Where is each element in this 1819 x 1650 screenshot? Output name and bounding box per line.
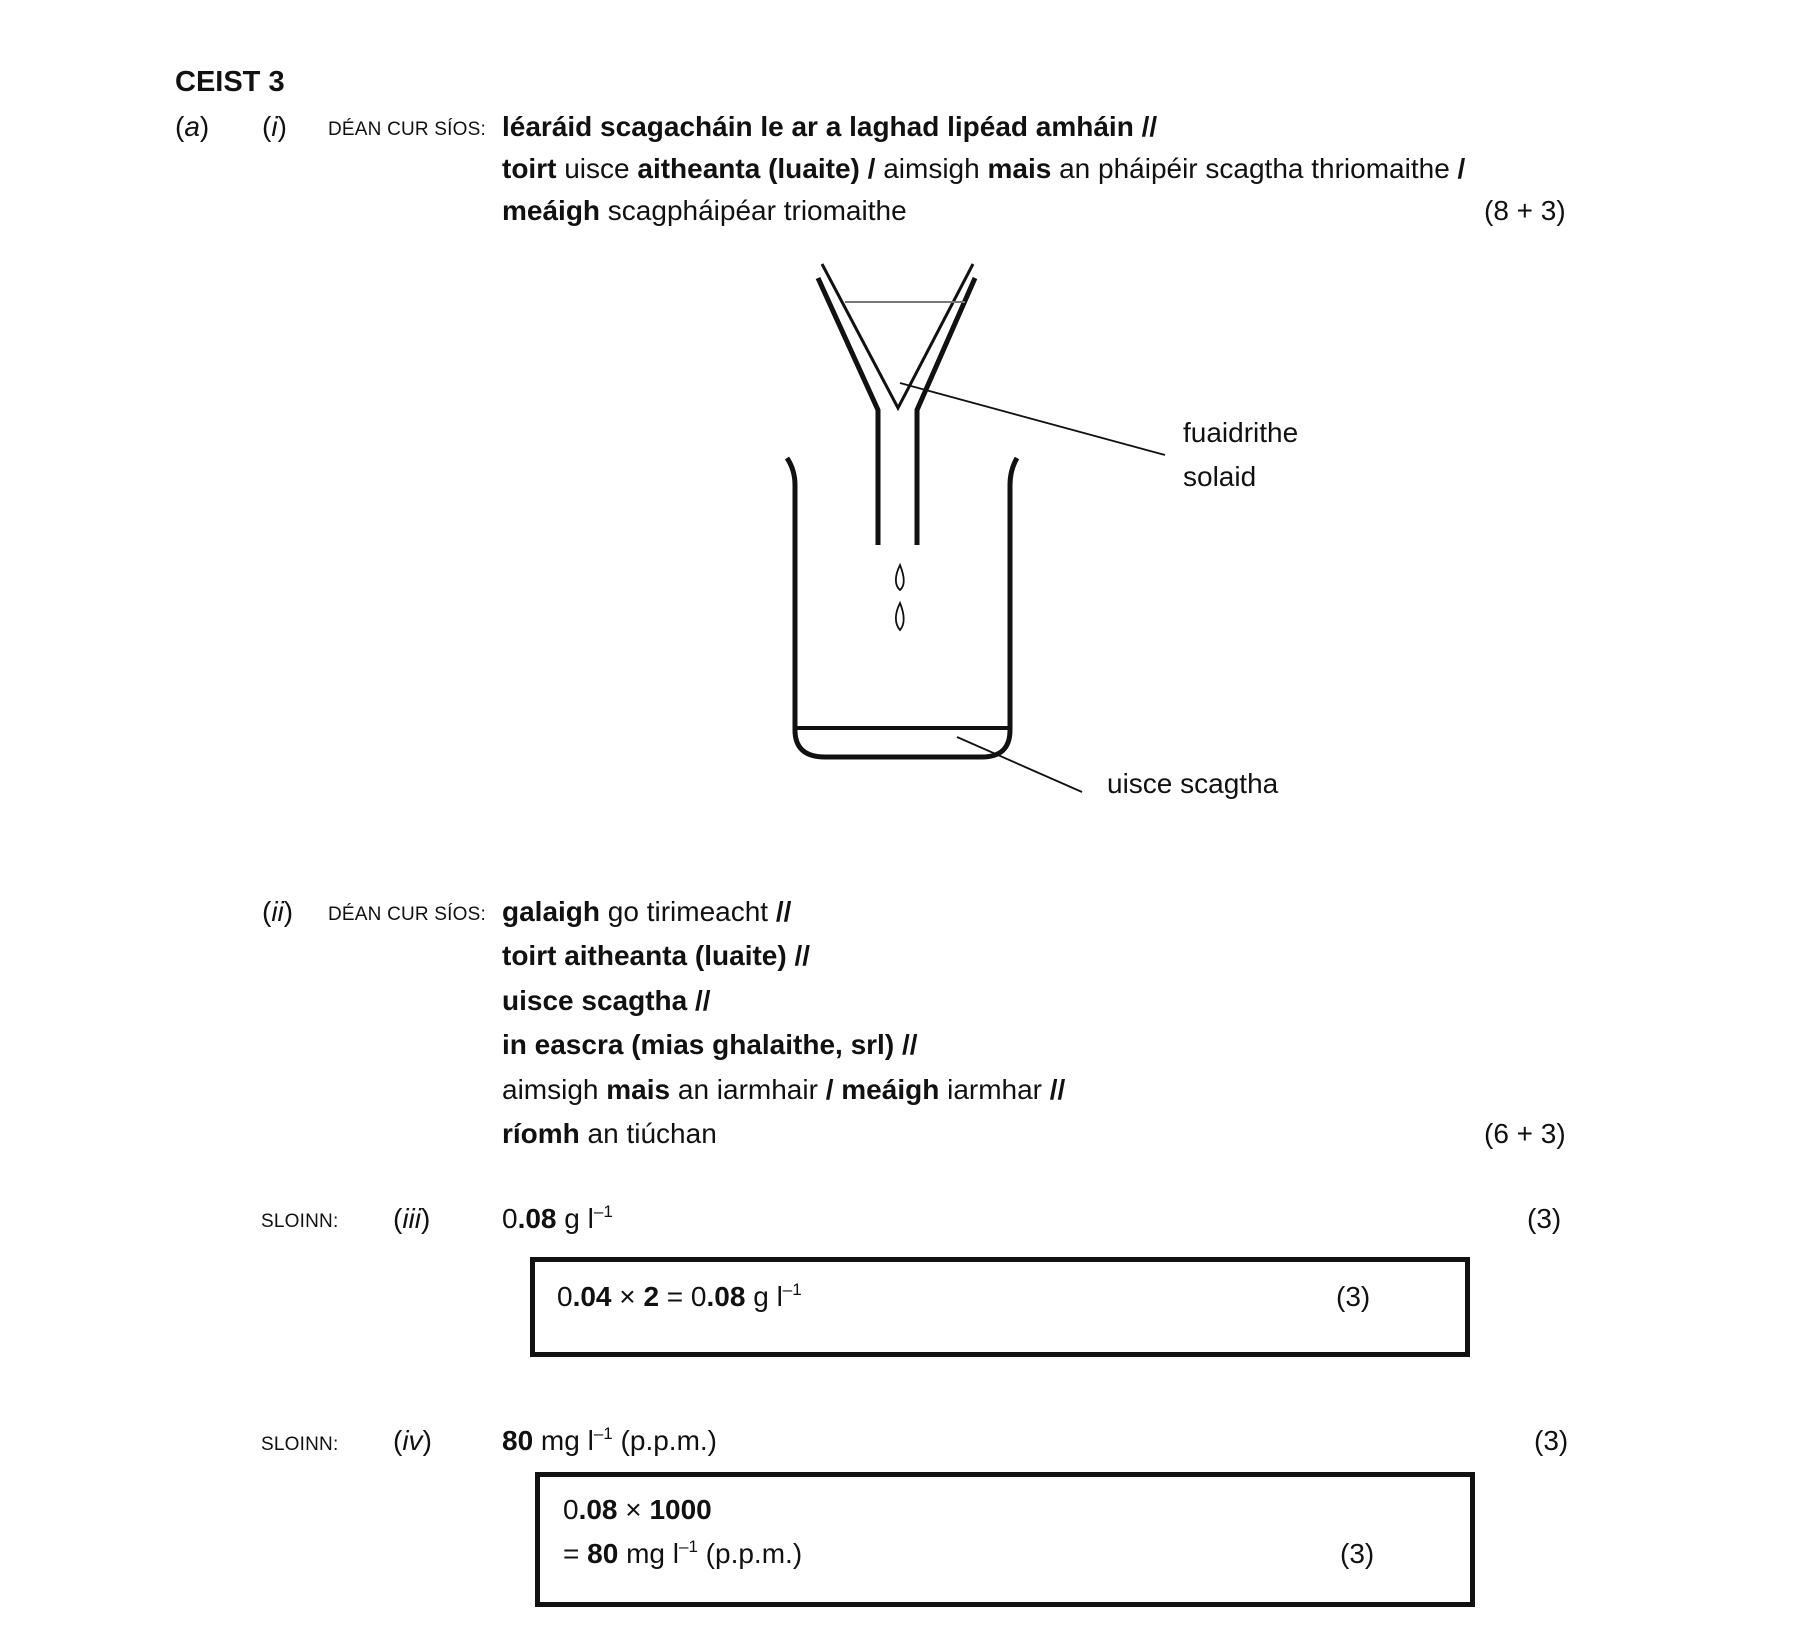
sub-iv-label: (iv) bbox=[393, 1425, 432, 1456]
text-run: / bbox=[1457, 153, 1466, 184]
question-heading: CEIST 3 bbox=[175, 66, 285, 98]
text-run: an pháipéir scagtha thriomaithe bbox=[1051, 153, 1458, 184]
residue-label-line-1: fuaidrithe bbox=[1183, 417, 1299, 448]
sub-ii-line-2 bbox=[502, 942, 810, 970]
sub-ii-line-1 bbox=[502, 898, 791, 926]
drop-icon bbox=[896, 565, 904, 590]
funnel-left-wall bbox=[818, 278, 878, 545]
text-run: 2 bbox=[643, 1281, 660, 1312]
residue-pointer bbox=[900, 383, 1165, 455]
sub-ii-marks: (6 + 3) bbox=[1484, 1118, 1566, 1149]
text-run: galaigh bbox=[502, 896, 601, 927]
text-run: iarmhar bbox=[939, 1074, 1050, 1105]
text-run: meáigh bbox=[502, 195, 601, 226]
sub-iii-working bbox=[557, 1280, 802, 1312]
text-run: toirt aitheanta (luaite) bbox=[502, 940, 787, 971]
text-run: = 0 bbox=[659, 1281, 707, 1312]
text-run: 0 bbox=[502, 1203, 518, 1234]
text-run: toirt bbox=[502, 153, 557, 184]
exponent: –1 bbox=[678, 1537, 698, 1556]
text-run: 80 bbox=[502, 1425, 534, 1456]
text-run: 80 bbox=[587, 1538, 619, 1569]
text-run: = bbox=[563, 1538, 588, 1569]
text-run: uisce scagtha bbox=[502, 985, 688, 1016]
part-a-label: (a) bbox=[175, 111, 210, 142]
text-run: / meáigh bbox=[825, 1074, 940, 1105]
sub-i-instruction: DÉAN CUR SÍOS: bbox=[328, 119, 486, 140]
text-run: in eascra (mias ghalaithe, srl) bbox=[502, 1029, 895, 1060]
sub-iv-instruction: SLOINN: bbox=[261, 1434, 339, 1455]
text-run: // bbox=[786, 940, 811, 971]
sub-iv-letter: iv bbox=[402, 1425, 423, 1456]
text-run: ríomh bbox=[502, 1118, 580, 1149]
sub-iv-working-line-1 bbox=[563, 1496, 712, 1524]
sub-iv-working-marks: (3) bbox=[1340, 1538, 1375, 1569]
text-run: g l bbox=[556, 1203, 594, 1234]
sub-ii-instruction: DÉAN CUR SÍOS: bbox=[328, 904, 486, 925]
text-run: aimsigh bbox=[502, 1074, 607, 1105]
text-run: mg l bbox=[533, 1425, 594, 1456]
text-run: an iarmhair bbox=[670, 1074, 826, 1105]
text-run: // bbox=[1049, 1074, 1066, 1105]
text-run: scagpháipéar triomaithe bbox=[600, 195, 907, 226]
text-run: // bbox=[775, 896, 792, 927]
sub-i-line-1-text: léaráid scagacháin le ar a laghad lipéad amháin // bbox=[502, 111, 1158, 142]
text-run: (p.p.m.) bbox=[612, 1425, 717, 1456]
sub-iv-marks: (3) bbox=[1534, 1425, 1569, 1456]
exponent: –1 bbox=[782, 1280, 802, 1299]
sub-iii-letter: iii bbox=[402, 1203, 421, 1234]
text-run: 0 bbox=[563, 1494, 579, 1525]
sub-iii-marks: (3) bbox=[1527, 1203, 1562, 1234]
text-run: an tiúchan bbox=[579, 1118, 717, 1149]
text-run: .04 bbox=[572, 1281, 612, 1312]
residue-label-line-2: solaid bbox=[1183, 461, 1257, 492]
text-run: 0 bbox=[557, 1281, 573, 1312]
sub-i-marks: (8 + 3) bbox=[1484, 195, 1566, 226]
text-run: mais bbox=[987, 153, 1052, 184]
text-run: go tirimeacht bbox=[600, 896, 776, 927]
text-run: uisce bbox=[556, 153, 638, 184]
sub-iv-answer bbox=[502, 1424, 717, 1456]
sub-ii-line-3 bbox=[502, 987, 711, 1015]
sub-ii-line-5 bbox=[502, 1076, 1065, 1104]
text-run: // bbox=[687, 985, 711, 1016]
exponent: –1 bbox=[593, 1202, 613, 1221]
sub-ii-label: (ii) bbox=[262, 896, 294, 927]
text-run: × bbox=[617, 1494, 650, 1525]
sub-ii-letter: ii bbox=[271, 896, 284, 927]
text-run: // bbox=[894, 1029, 918, 1060]
text-run: .08 bbox=[578, 1494, 618, 1525]
sub-iii-working-marks: (3) bbox=[1336, 1281, 1371, 1312]
text-run: × bbox=[611, 1281, 644, 1312]
text-run: mais bbox=[606, 1074, 671, 1105]
text-run: aimsigh bbox=[875, 153, 988, 184]
sub-iv-working-line-2 bbox=[563, 1537, 803, 1569]
sub-iii-instruction: SLOINN: bbox=[261, 1211, 339, 1232]
sub-i-label: (i) bbox=[262, 111, 287, 142]
part-a-letter: a bbox=[184, 111, 200, 142]
filtrate-label: uisce scagtha bbox=[1107, 768, 1279, 799]
text-run: mg l bbox=[618, 1538, 679, 1569]
filtrate-pointer bbox=[957, 737, 1082, 792]
sub-i-letter: i bbox=[271, 111, 278, 142]
drop-icon bbox=[896, 603, 904, 630]
text-run: .08 bbox=[706, 1281, 746, 1312]
sub-iii-label: (iii) bbox=[393, 1203, 431, 1234]
sub-ii-line-6 bbox=[502, 1120, 717, 1148]
sub-ii-line-4 bbox=[502, 1031, 918, 1059]
text-run: (p.p.m.) bbox=[697, 1538, 803, 1569]
text-run: g l bbox=[745, 1281, 783, 1312]
exponent: –1 bbox=[593, 1424, 613, 1443]
text-run: .08 bbox=[517, 1203, 557, 1234]
sub-iii-answer bbox=[502, 1202, 613, 1234]
text-run: aitheanta (luaite) / bbox=[637, 153, 876, 184]
text-run: 1000 bbox=[649, 1494, 712, 1525]
